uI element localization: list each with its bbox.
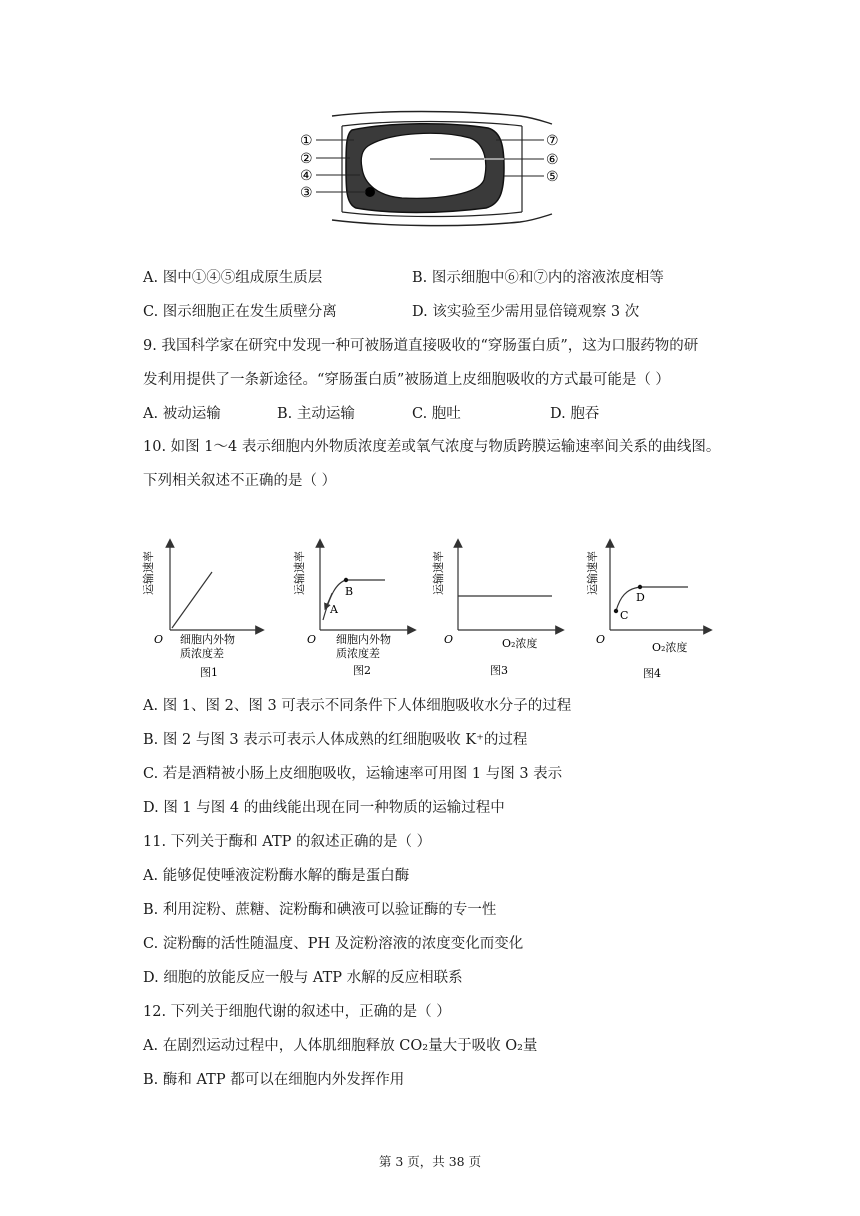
graph-2-point-b: B bbox=[345, 585, 354, 598]
graph-1-ylabel: 运输速率 bbox=[142, 551, 155, 595]
graph-3-caption: 图3 bbox=[490, 664, 508, 677]
graph-4-point-d: D bbox=[636, 591, 645, 604]
q12-option-a: A. 在剧烈运动过程中，人体肌细胞释放 CO₂量大于吸收 O₂量 bbox=[143, 1038, 538, 1054]
graph-1 bbox=[141, 543, 260, 679]
graph-4-ylabel: 运输速率 bbox=[586, 551, 599, 595]
q10-option-a: A. 图 1、图 2、图 3 可表示不同条件下人体细胞吸收水分子的过程 bbox=[143, 698, 572, 714]
q9-stem-line1: 9. 我国科学家在研究中发现一种可被肠道直接吸收的“穿肠蛋白质”，这为口服药物的研 bbox=[143, 338, 699, 354]
graph-4-caption: 图4 bbox=[643, 667, 661, 680]
graph-3-xlabel: O₂浓度 bbox=[502, 637, 538, 650]
graph-1-xlabel-1: 细胞内外物 bbox=[180, 633, 235, 646]
q11-option-c: C. 淀粉酶的活性随温度、PH 及淀粉溶液的浓度变化而变化 bbox=[143, 936, 524, 952]
graph-2-point-a: A bbox=[330, 603, 338, 616]
graph-1-curve bbox=[172, 572, 212, 628]
graph-2 bbox=[292, 543, 412, 677]
label-7: ⑦ bbox=[546, 133, 559, 149]
q12-stem: 12. 下列关于细胞代谢的叙述中，正确的是（ ） bbox=[143, 1004, 451, 1020]
label-6: ⑥ bbox=[546, 152, 559, 168]
q10-stem-line1: 10. 如图 1～4 表示细胞内外物质浓度差或氧气浓度与物质跨膜运输速率间关系的曲线图。 bbox=[143, 439, 721, 455]
graph-2-xlabel-1: 细胞内外物 bbox=[336, 633, 391, 646]
graph-3-origin: O bbox=[444, 633, 454, 646]
q10-graphs bbox=[140, 535, 730, 685]
q11-stem: 11. 下列关于酶和 ATP 的叙述正确的是（ ） bbox=[143, 834, 432, 850]
cell-plasmolysis-figure bbox=[290, 108, 580, 233]
graph-3-ylabel: 运输速率 bbox=[432, 551, 445, 595]
q11-option-d: D. 细胞的放能反应一般与 ATP 水解的反应相联系 bbox=[143, 970, 463, 986]
graph-4-origin: O bbox=[596, 633, 606, 646]
q8-option-b: B. 图示细胞中⑥和⑦内的溶液浓度相等 bbox=[412, 270, 664, 286]
q8-option-d: D. 该实验至少需用显倍镜观察 3 次 bbox=[412, 304, 640, 320]
label-5: ⑤ bbox=[546, 169, 559, 185]
graph-2-xlabel-2: 质浓度差 bbox=[336, 647, 380, 660]
q9-option-d: D. 胞吞 bbox=[550, 406, 600, 422]
q11-option-b: B. 利用淀粉、蔗糖、淀粉酶和碘液可以验证酶的专一性 bbox=[143, 902, 497, 918]
q9-stem-line2: 发利用提供了一条新途径。“穿肠蛋白质”被肠道上皮细胞吸收的方式最可能是（ ） bbox=[143, 372, 670, 388]
graph-4-curve bbox=[616, 587, 688, 611]
graph-1-caption: 图1 bbox=[200, 666, 218, 679]
q10-option-c: C. 若是酒精被小肠上皮细胞吸收，运输速率可用图 1 与图 3 表示 bbox=[143, 766, 563, 782]
q10-option-d: D. 图 1 与图 4 的曲线能出现在同一种物质的运输过程中 bbox=[143, 800, 505, 816]
q10-option-b: B. 图 2 与图 3 表示可表示人体成熟的红细胞吸收 K⁺的过程 bbox=[143, 732, 528, 748]
graph-1-xlabel-2: 质浓度差 bbox=[180, 647, 224, 660]
q12-option-b: B. 酶和 ATP 都可以在细胞内外发挥作用 bbox=[143, 1072, 405, 1088]
graph-4-xlabel: O₂浓度 bbox=[652, 641, 688, 654]
q9-option-b: B. 主动运输 bbox=[277, 406, 355, 422]
label-3: ③ bbox=[300, 185, 313, 201]
label-4: ④ bbox=[300, 168, 313, 184]
label-2: ② bbox=[300, 151, 313, 167]
label-1: ① bbox=[300, 133, 313, 149]
q8-option-a: A. 图中①④⑤组成原生质层 bbox=[143, 270, 323, 286]
graph-4-point-c: C bbox=[620, 609, 629, 622]
graph-2-caption: 图2 bbox=[353, 664, 371, 677]
graph-2-ylabel: 运输速率 bbox=[293, 551, 306, 595]
q9-option-a: A. 被动运输 bbox=[143, 406, 221, 422]
graph-1-origin: O bbox=[154, 633, 164, 646]
page-footer: 第 3 页，共 38 页 bbox=[378, 1154, 482, 1169]
q8-option-c: C. 图示细胞正在发生质壁分离 bbox=[143, 304, 337, 320]
graph-2-origin: O bbox=[307, 633, 317, 646]
q9-option-c: C. 胞吐 bbox=[412, 406, 461, 422]
graph-4 bbox=[585, 543, 708, 680]
graph-3 bbox=[431, 543, 560, 677]
q10-stem-line2: 下列相关叙述不正确的是（ ） bbox=[143, 473, 337, 489]
q11-option-a: A. 能够促使唾液淀粉酶水解的酶是蛋白酶 bbox=[143, 868, 410, 884]
